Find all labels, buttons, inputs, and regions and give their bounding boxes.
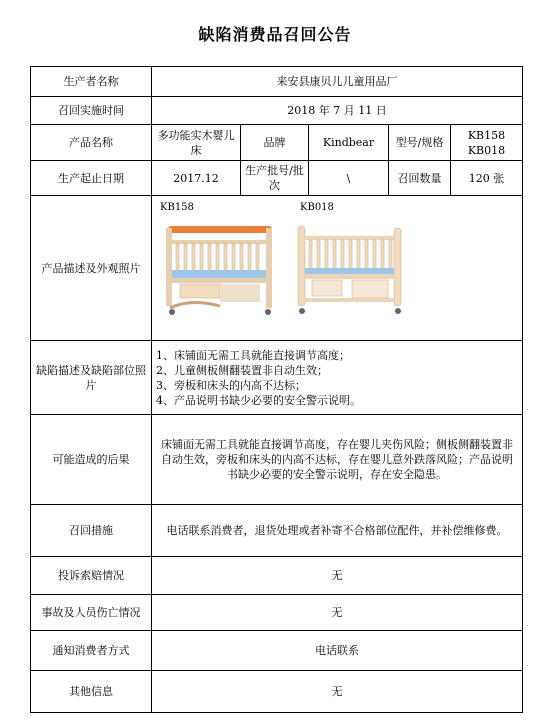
- production-date-label: 生产起止日期: [31, 161, 152, 196]
- recall-date-value: 2018 年 7 月 11 日: [152, 97, 523, 125]
- defect-item: 2、儿童侧板侧翻装置非自动生效；: [156, 363, 328, 377]
- crib-kb158-image: [160, 218, 278, 318]
- defect-item: 3、旁板和床头的内高不达标；: [156, 378, 306, 392]
- model-value: [451, 125, 523, 161]
- other-value: 无: [152, 671, 523, 713]
- manufacturer-label: 生产者名称: [31, 67, 152, 97]
- recall-date-label: 召回实施时间: [31, 97, 152, 125]
- row-recall-date: [31, 97, 523, 125]
- row-consequence: [31, 415, 523, 505]
- accidents-label: 事故及人员伤亡情况: [31, 595, 152, 631]
- model-value-1: KB158: [467, 128, 506, 142]
- production-date-value: 2017.12: [152, 161, 241, 196]
- model-value-2: KB018: [467, 143, 506, 157]
- other-label: 其他信息: [31, 671, 152, 713]
- product-name-label: 产品名称: [31, 125, 152, 161]
- model-label: 型号/规格: [389, 125, 451, 161]
- notice-label: 通知消费者方式: [31, 631, 152, 671]
- photos-cell: [152, 196, 523, 341]
- defects-label: 缺陷描述及缺陷部位照片: [31, 341, 152, 415]
- photo-caption-kb018: KB018: [300, 202, 334, 213]
- complaints-label: 投诉索赔情况: [31, 557, 152, 595]
- brand-value: Kindbear: [309, 125, 389, 161]
- defect-item: 4、产品说明书缺少必要的安全警示说明。: [156, 393, 361, 407]
- row-notice: [31, 631, 523, 671]
- recall-qty-value: 120 张: [451, 161, 523, 196]
- row-product: [31, 125, 523, 161]
- recall-notice-table: [30, 66, 523, 713]
- consequence-label: 可能造成的后果: [31, 415, 152, 505]
- brand-label: 品牌: [241, 125, 309, 161]
- measures-label: 召回措施: [31, 505, 152, 557]
- defect-item: 1、床铺面无需工具就能直接调节高度；: [156, 348, 350, 362]
- batch-label: 生产批号/批次: [241, 161, 309, 196]
- product-name-value: 多功能实木婴儿床: [152, 125, 241, 161]
- row-measures: [31, 505, 523, 557]
- consequence-value: 床铺面无需工具就能直接调节高度，存在婴儿夹伤风险；侧板侧翻装置非自动生效，旁板和床头的内高不达标，存在婴儿意外跌落风险；产品说明书缺少必要的安全警示说明，存在安全隐患。: [152, 415, 523, 505]
- row-defects: [31, 341, 523, 415]
- defects-list: [152, 341, 523, 415]
- photo-caption-kb158: KB158: [160, 202, 194, 213]
- page-title: 缺陷消费品召回公告: [198, 25, 352, 44]
- row-accidents: [31, 595, 523, 631]
- recall-qty-label: 召回数量: [389, 161, 451, 196]
- row-complaints: [31, 557, 523, 595]
- row-manufacturer: [31, 67, 523, 97]
- notice-value: 电话联系: [152, 631, 523, 671]
- row-photos: [31, 196, 523, 341]
- manufacturer-value: 来安县康贝儿儿童用品厂: [152, 67, 523, 97]
- row-other: [31, 671, 523, 713]
- accidents-value: 无: [152, 595, 523, 631]
- batch-value: \: [309, 161, 389, 196]
- complaints-value: 无: [152, 557, 523, 595]
- crib-kb018-image: [294, 218, 412, 318]
- row-production: [31, 161, 523, 196]
- measures-value: 电话联系消费者，退货处理或者补寄不合格部位配件，并补偿维修费。: [152, 505, 523, 557]
- photos-label: 产品描述及外观照片: [31, 196, 152, 341]
